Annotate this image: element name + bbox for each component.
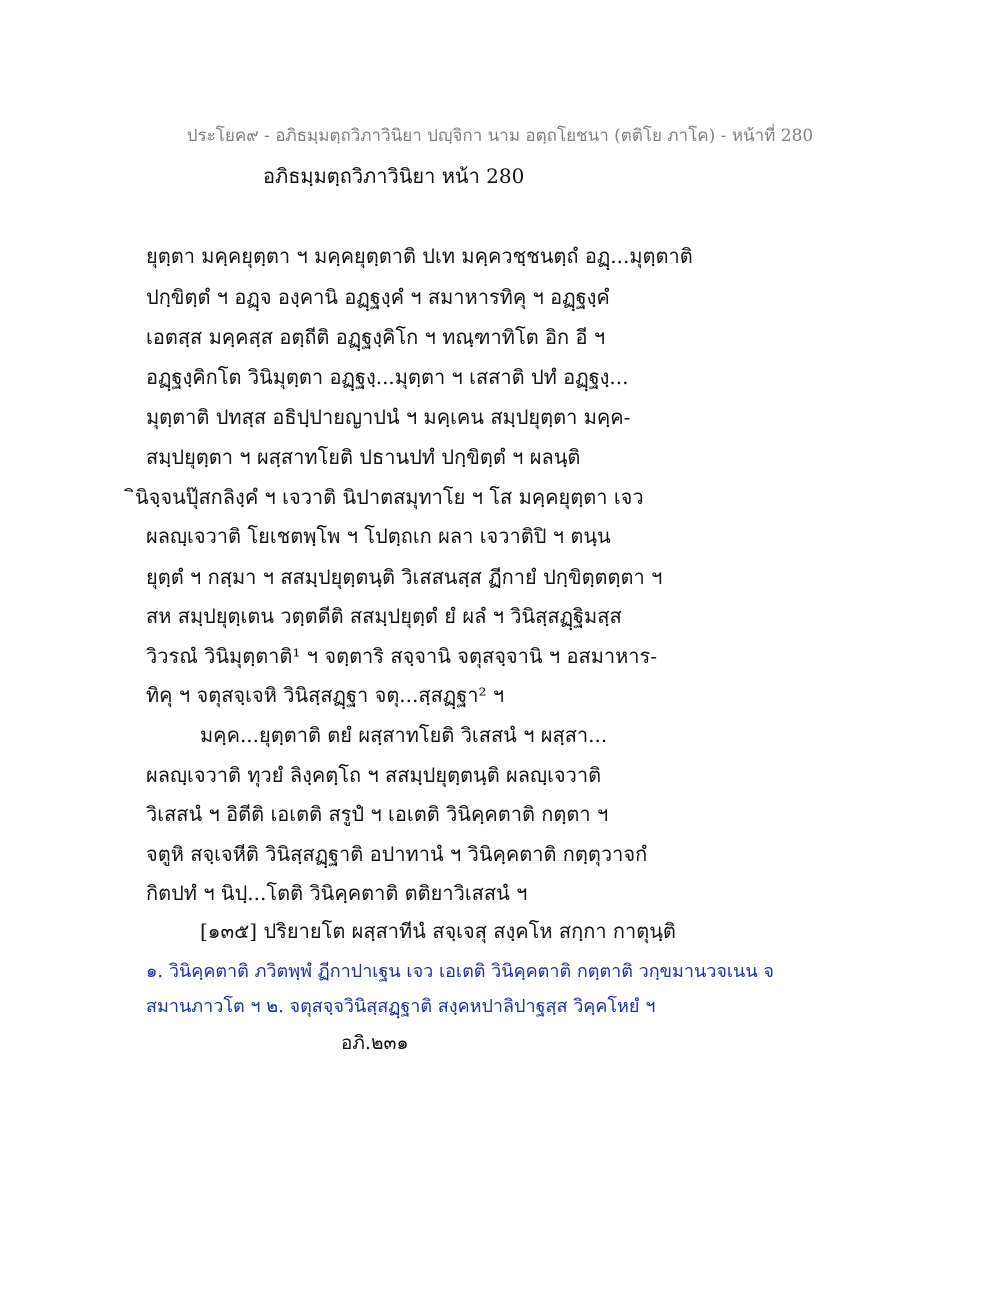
text-line: วิเสสนํ ฯ อิตีติ เอเตติ สรูปํ ฯ เอเตติ วินิคฺคตาติ กตฺตา ฯ: [146, 802, 609, 826]
text-line: สมฺปยุตฺตา ฯ ผสฺสาทโยติ ปธานปทํ ปกฺขิตฺตํ ฯ ผลนฺติ: [146, 445, 581, 469]
text-line: ปกฺขิตฺตํ ฯ อฏฺจ องฺคานิ อฏฺฐงฺคํ ฯ สมาหารทิคุ ฯ อฏฺฐงฺคํ: [146, 285, 610, 309]
text-line: [๑๓๕] ปริยายโต ผสฺสาทีนํ สจฺเจสุ สงฺคโห สกฺกา กาตุนฺติ: [200, 919, 676, 943]
text-line: จตูหิ สจฺเจหีติ วินิสฺสฏฺฐาติ อปาทานํ ฯ วินิคฺคตาติ กตฺตุวาจกํ: [146, 842, 648, 866]
text-line: มุตฺตาติ ปทสฺส อธิปฺปายญาปนํ ฯ มคฺเคน สมฺปยุตฺตา มคฺค-: [146, 405, 631, 429]
text-line: วิวรณํ วินิมุตฺตาติ¹ ฯ จตฺตาริ สจฺจานิ จตุสจฺจานิ ฯ อสมาหาร-: [146, 644, 658, 668]
page-reference: อภิ.๒๓๑: [341, 1032, 409, 1054]
text-line: มคฺค...ยุตฺตาติ ตยํ ผสฺสาทโยติ วิเสสนํ ฯ ผสฺสา...: [200, 723, 608, 747]
footnote-line: ๑. วินิคฺคตาติ ภวิตพฺพํ ฏีกาปาเฐน เจว เอเตติ วินิคฺคตาติ กตฺตาติ วกฺขมานวจเนน จ: [146, 961, 774, 982]
footnote-line: สมานภาวโต ฯ ๒. จตุสจฺจวินิสฺสฏฺฐาติ สงฺคหปาลิปาฐสฺส วิคฺคโหยํ ฯ: [146, 996, 656, 1017]
text-line: สห สมฺปยุตฺเตน วตฺตตีติ สสมฺปยุตฺตํ ยํ ผลํ ฯ วินิสฺสฏฺฐิมสฺส: [146, 604, 622, 628]
text-line: เอตสฺส มคฺคสฺส อตฺถีติ อฏฺฐงฺคิโก ฯ ทณฺฑาทิโต อิก อี ฯ: [146, 325, 606, 349]
text-line: อฏฺฐงฺคิกโต วินิมุตฺตา อฏฺฐงฺ...มุตฺตา ฯ เสสาติ ปทํ อฏฺฐงฺ...: [146, 365, 629, 389]
page-subtitle: อภิธมฺมตฺถวิภาวินิยา หน้า 280: [263, 164, 525, 188]
text-line: ยุตฺตา มคฺคยุตฺตา ฯ มคฺคยุตฺตาติ ปเท มคฺควชฺชนตฺถํ อฏฺ...มุตฺตาติ: [146, 244, 693, 268]
text-line: ินิจฺจนปุ๊สกลิงฺคํ ฯ เจวาติ นิปาตสมุทาโย ฯ โส มคฺคยุตฺตา เจว: [135, 485, 644, 509]
text-line: กิตปทํ ฯ นิปฺ...โตติ วินิคฺคตาติ ตติยาวิเสสนํ ฯ: [146, 881, 528, 905]
text-line: ผลญฺเจวาติ ทุวยํ ลิงฺคตฺโถ ฯ สสมฺปยุตฺตนฺติ ผลญฺเจวาติ: [146, 763, 602, 787]
running-header: ประโยค๙ - อภิธมฺมตฺถวิภาวินิยา ปญฺจิกา นาม อตฺถโยชนา (ตติโย ภาโค) - หน้าที่ 280: [186, 126, 814, 146]
text-line: ทิคุ ฯ จตุสจฺเจหิ วินิสฺสฏฺฐา จตุ...สฺสฏฺฐา² ฯ: [146, 683, 505, 707]
text-line: ผลญฺเจวาติ โยเชตพฺโพ ฯ โปตฺถเก ผลา เจวาติปิ ฯ ตนฺน: [146, 524, 611, 548]
text-line: ยุตฺตํ ฯ กสฺมา ฯ สสมฺปยุตฺตนฺติ วิเสสนสฺส ฏีกายํ ปกฺขิตฺตตฺตา ฯ: [146, 565, 663, 589]
